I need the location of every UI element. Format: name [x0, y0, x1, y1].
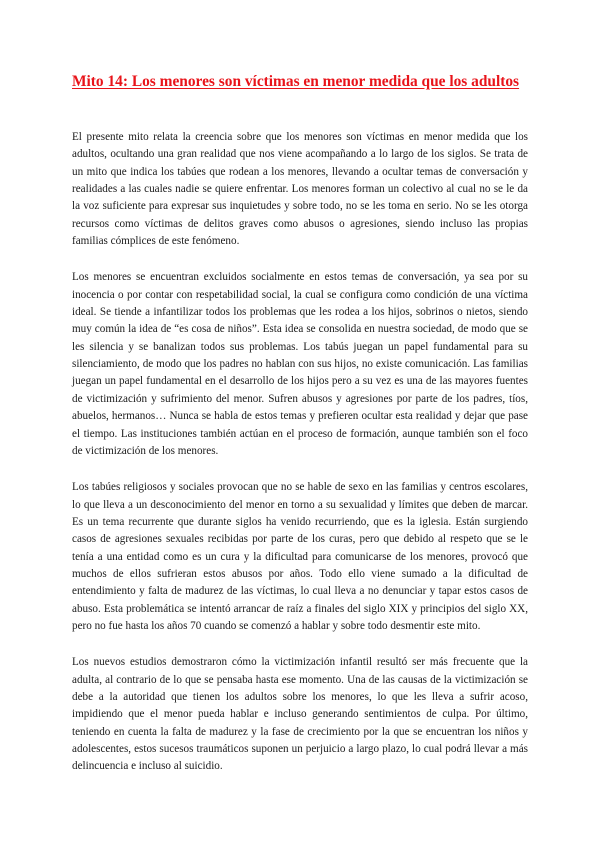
- page-title: Mito 14: Los menores son víctimas en menor medida que los adultos: [72, 73, 520, 90]
- paragraph-1: El presente mito relata la creencia sobre que los menores son víctimas en menor medida que los adultos, ocultando una gran realidad que nos viene acompañando a lo largo de los siglos. Se trata de un mito que indica los tabúes que rodean a los menores, llevando a ocultar temas de conversación y realidades a las cuales nadie se quiere enfrentar. Los menores forman un colectivo al cual no se le da la voz suficiente para expresar sus inquietudes y sobre todo, no se les toma en serio. No se les otorga recursos como víctimas de delitos graves como abusos o agresiones, siendo incluso las propias familias cómplices de este fenómeno.: [72, 131, 528, 248]
- paragraph-2: Los menores se encuentran excluidos socialmente en estos temas de conversación, ya sea por su inocencia o por contar con respetabilidad social, la cual se configura como condición de una víctima ideal. Se tiende a infantilizar todos los problemas que les rodea a los hijos, sobrinos o nietos, siendo muy común la idea de “es cosa de niños”. Esta idea se consolida en nuestra sociedad, de modo que se les silencia y se banalizan todos sus problemas. Los tabús juegan un papel fundamental para su silenciamiento, de modo que los padres no hablan con sus hijos, no existe comunicación. Las familias juegan un papel fundamental en el desarrollo de los hijos pero a su vez es una de las mayores fuentes de victimización y sufrimiento del menor. Sufren abusos y agresiones por parte de los padres, tíos, abuelos, hermanos… Nunca se habla de estos temas y prefieren ocultar esta realidad y dejar que pase el tiempo. Las instituciones también actúan en el proceso de formación, aunque también son el foco de victimización de los menores.: [72, 271, 528, 457]
- document-body: [72, 129, 528, 795]
- paragraph-4: Los nuevos estudios demostraron cómo la victimización infantil resultó ser más frecuente que la adulta, al contrario de lo que se pensaba hasta ese momento. Una de las causas de la victimización se debe a la autoridad que tienen los adultos sobre los menores, lo que les lleva a sufrir acoso, impidiendo que el menor pueda hablar e incluso generando sentimientos de culpa. Por último, teniendo en cuenta la falta de madurez y la fase de crecimiento por la que se encuentran los niños y adolescentes, estos sucesos traumáticos suponen un perjuicio a largo plazo, lo cual podrá llevar a más delincuencia e incluso al suicidio.: [72, 656, 528, 773]
- paragraph-3: Los tabúes religiosos y sociales provocan que no se hable de sexo en las familias y centros escolares, lo que lleva a un desconocimiento del menor en torno a su sexualidad y límites que deben de marcar. Es un tema recurrente que durante siglos ha venido recurriendo, que es la iglesia. Están surgiendo casos de agresiones sexuales recibidas por parte de los curas, pero que debido al respeto que se le tenía a una entidad como es un cura y la dificultad para comunicarse de los menores, provocó que muchos de ellos sufrieran estos abusos por años. Todo ello viene sumado a la dificultad de entendimiento y falta de madurez de las víctimas, lo cual lleva a no denunciar y tapar estos casos de abuso. Esta problemática se intentó arrancar de raíz a finales del siglo XIX y principios del siglo XX, pero no fue hasta los años 70 cuando se comenzó a hablar y sobre todo desmentir este mito.: [72, 481, 528, 632]
